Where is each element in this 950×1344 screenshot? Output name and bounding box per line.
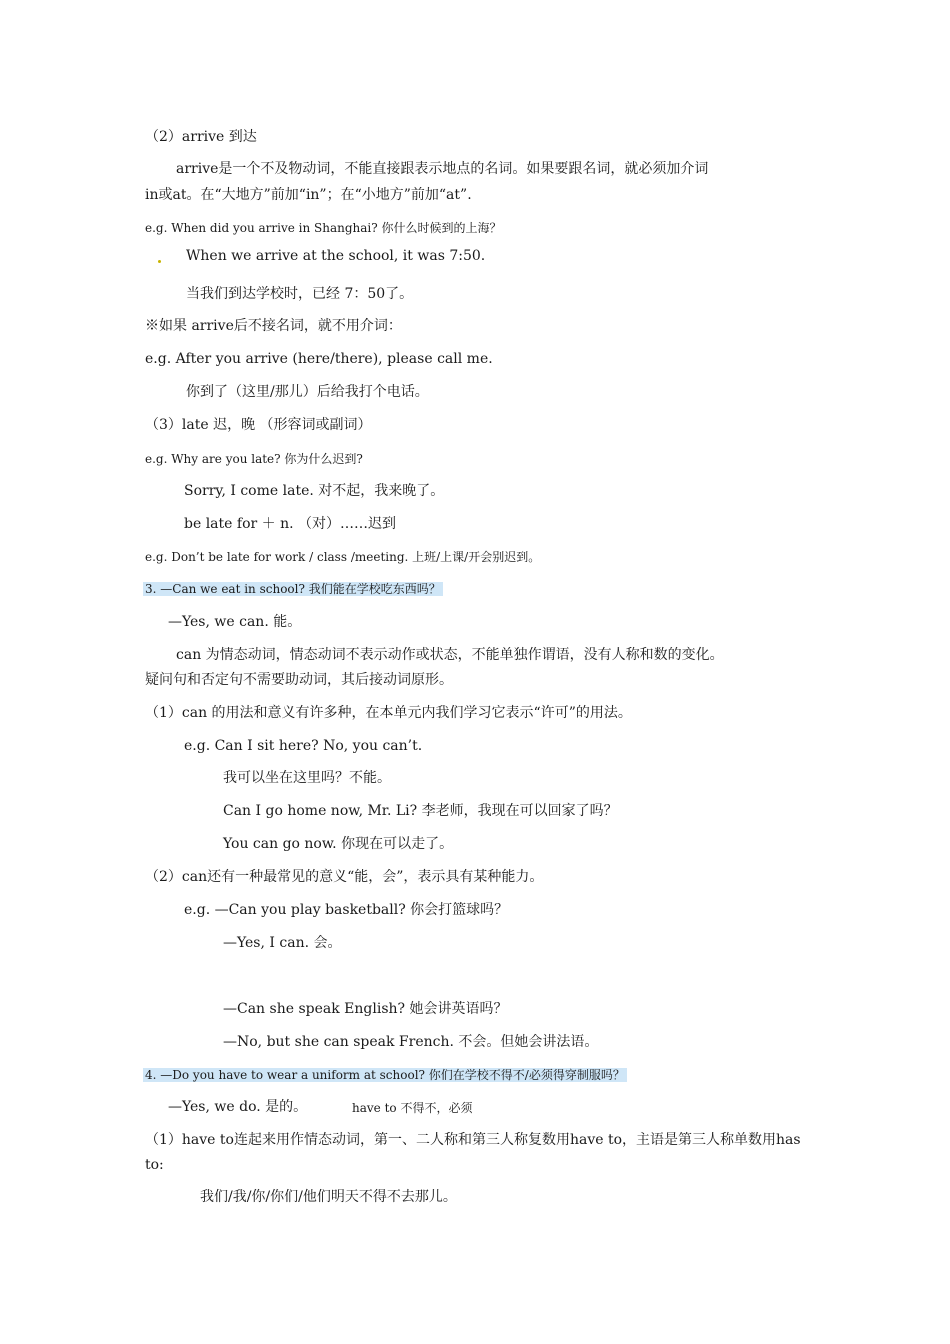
paragraph-line: arrive是一个不及物动词，不能直接跟表示地点的名词。如果要跟名词，就必须加介词 <box>176 161 709 177</box>
example-line: e.g. Why are you late? 你为什么迟到? <box>145 452 363 466</box>
paragraph-line: can 为情态动词，情态动词不表示动作或状态，不能单独作谓语，没有人称和数的变化。 <box>176 647 724 663</box>
paragraph-line: 疑问句和否定句不需要助动词，其后接动词原形。 <box>145 672 453 688</box>
answer-line: —Yes, I can. 会。 <box>223 935 342 951</box>
stray-mark <box>158 260 161 263</box>
section-heading-arrive: （2）arrive 到达 <box>145 129 257 145</box>
translation-line: 我可以坐在这里吗？不能。 <box>223 770 391 786</box>
example-line: e.g. After you arrive (here/there), please call me. <box>145 351 493 367</box>
phrase-line: be late for ＋ n. （对）……迟到 <box>184 516 397 532</box>
note-line: ※如果 arrive后不接名词，就不用介词： <box>145 318 402 334</box>
meaning-note: have to 不得不，必须 <box>352 1101 473 1115</box>
example-line: —Can she speak English? 她会讲英语吗？ <box>223 1001 508 1017</box>
subsection-line: （1）can 的用法和意义有许多种，在本单元内我们学习它表示“许可”的用法。 <box>145 705 632 721</box>
answer-line: —Yes, we do. 是的。 <box>168 1099 308 1115</box>
example-line: e.g. Can I sit here? No, you can’t. <box>184 738 423 754</box>
section-heading-late: （3）late 迟，晚 （形容词或副词） <box>145 417 372 433</box>
subsection-line: （2）can还有一种最常见的意义“能，会”，表示具有某种能力。 <box>145 869 544 885</box>
translation-line: 当我们到达学校时，已经 7：50了。 <box>186 286 414 302</box>
example-line: Can I go home now, Mr. Li? 李老师，我现在可以回家了吗？ <box>223 803 618 819</box>
answer-line: —No, but she can speak French. 不会。但她会讲法语。 <box>223 1034 599 1050</box>
translation-line: 我们/我/你/你们/他们明天不得不去那儿。 <box>200 1189 457 1205</box>
paragraph-block: （1）have to连起来用作情态动词，第一、二人称和第三人称复数用have to，主语是第三人称单数用has to: <box>145 1132 801 1173</box>
highlighted-heading: 3. —Can we eat in school? 我们能在学校吃东西吗？ <box>145 582 441 596</box>
section-heading-4 <box>143 1066 627 1084</box>
example-line: You can go now. 你现在可以走了。 <box>223 836 454 852</box>
example-line: When we arrive at the school, it was 7:50. <box>186 248 486 264</box>
highlighted-heading: 4. —Do you have to wear a uniform at school? 你们在学校不得不/必须得穿制服吗？ <box>145 1068 625 1082</box>
example-line: Sorry, I come late. 对不起，我来晚了。 <box>184 483 445 499</box>
translation-line: 你到了（这里/那儿）后给我打个电话。 <box>186 384 429 400</box>
example-line: e.g. Don’t be late for work / class /meeting. 上班/上课/开会别迟到。 <box>145 550 541 564</box>
section-heading-3 <box>143 580 443 598</box>
example-line: e.g. —Can you play basketball? 你会打篮球吗？ <box>184 902 509 918</box>
paragraph-line: in或at。在“大地方”前加“in”；在“小地方”前加“at”. <box>145 187 472 203</box>
answer-line: —Yes, we can. 能。 <box>168 614 302 630</box>
example-line: e.g. When did you arrive in Shanghai? 你什么时候到的上海？ <box>145 221 502 235</box>
